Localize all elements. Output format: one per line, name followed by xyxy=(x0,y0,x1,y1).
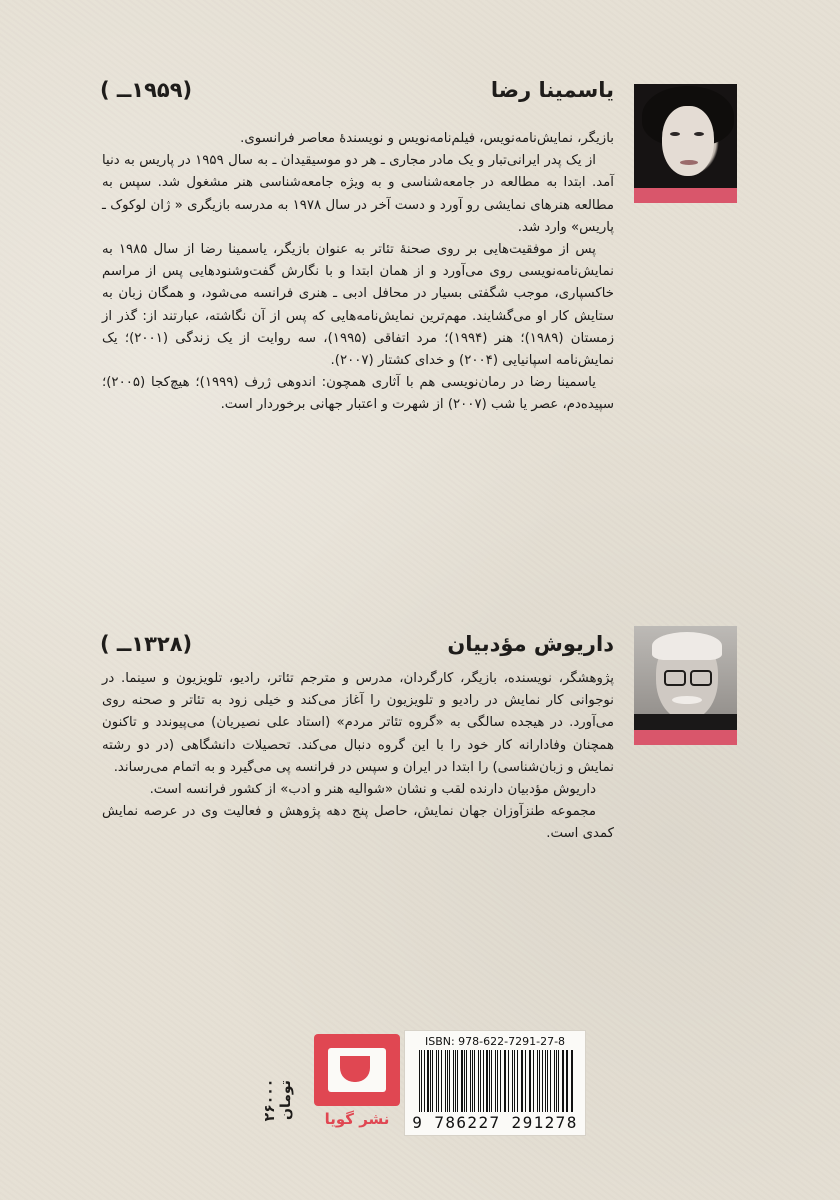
author-bio xyxy=(102,668,614,846)
isbn-text: ISBN: 978-622-7291-27-8 xyxy=(424,1035,566,1048)
author-photo-dariush-moaddabian xyxy=(634,626,737,745)
barcode-digits: 9 786227 291278 xyxy=(412,1113,578,1132)
isbn-barcode xyxy=(404,1030,586,1136)
author-photo-yasmina-reza xyxy=(634,84,737,203)
portrait-image xyxy=(634,84,737,188)
author-bio xyxy=(102,128,614,417)
bio-paragraph: بازیگر، نمایش‌نامه‌نویس، فیلم‌نامه‌نویس و نویسندۀ معاصر فرانسوی. xyxy=(240,131,614,146)
bio-paragraph: یاسمینا رضا در رمان‌نویسی هم با آثاری همچون: اندوهی ژرف (۱۹۹۹)؛ هیچ‌کجا (۲۰۰۵)؛ سپیده‌دم، عصر یا شب (۲۰۰۷) از شهرت و اعتبار جهانی برخوردار است. xyxy=(102,375,614,413)
publisher-logo xyxy=(314,1034,400,1138)
price-unit: تومان xyxy=(278,1080,294,1120)
publisher-name: نشر گویا xyxy=(324,1110,390,1128)
publisher-logo-icon xyxy=(314,1034,400,1106)
bio-paragraph: از یک پدر ایرانی‌تبار و یک مادر مجاری ـ هر دو موسیقیدان ـ به سال ۱۹۵۹ در پاریس به دنیا آمد. ابتدا به مطالعه در جامعه‌شناسی و به ویژه جامعه‌شناسی هنر مشغول شد. سپس به مطالعه هنرهای نمایشی رو آورد و دست آخر در سال ۱۹۷۸ به مدرسه بازیگری « ژان لوکوک ـ پاریس» وارد شد. xyxy=(102,153,615,235)
bio-paragraph: پس از موفقیت‌هایی بر روی صحنۀ تئاتر به عنوان بازیگر، یاسمینا رضا از سال ۱۹۸۵ به نمایش‌نامه‌نویسی روی می‌آورد و از همان ابتدا و با نگارش گفت‌وشنودهایی پس از مراسم خاکسپاری، موجب شگفتی بسیار در محافل ادبی ـ هنری فرانسه می‌شود، و همگان زبان به ستایش کار او می‌گشایند. مهم‌ترین نمایش‌نامه‌هایی که پس از آن نگاشته، عبارتند از: گذر از زمستان (۱۹۸۹)؛ هنر (۱۹۹۴)؛ مرد اتفاقی (۱۹۹۵)، سه روایت از یک زندگی (۲۰۰۱)؛ یک نمایش‌نامه اسپانیایی (۲۰۰۴) و خدای کشتار (۲۰۰۷). xyxy=(102,242,615,369)
author-years: (۱۹۵۹ــ ) xyxy=(100,78,193,102)
author-heading xyxy=(100,78,614,108)
author-name: داریوش مؤدبیان xyxy=(447,632,614,656)
author-years: (۱۳۲۸ــ ) xyxy=(100,632,193,656)
author-heading xyxy=(100,632,614,662)
bio-paragraph: مجموعه طنزآوزان جهان نمایش، حاصل پنج دهه پژوهش و فعالیت وی در عرصه نمایش کمدی است. xyxy=(102,804,614,842)
back-cover-footer xyxy=(256,1030,586,1140)
price-amount: ۲۶۰۰۰ xyxy=(262,1078,278,1122)
barcode-bars xyxy=(419,1050,575,1112)
bio-paragraph: داریوش مؤدبیان دارنده لقب و نشان «شوالیه هنر و ادب» از کشور فرانسه است. xyxy=(149,782,596,798)
bio-paragraph: پژوهشگر، نویسنده، بازیگر، کارگردان، مدرس و مترجم تئاتر، رادیو، تلویزیون و سینما. در نوجوانی کار نمایش در رادیو و تلویزیون را آغاز می‌کند و خیلی زود به تئاتر و صحنه روی می‌آورد. در هیجده سالگی به «گروه تئاتر مردم» (استاد علی نصیریان) می‌پیوندد و تاکنون همچنان وفادارانه کار خود را با این گروه دنبال می‌کند. تحصیلات دانشگاهی (در دو رشته نمایش و زبان‌شناسی) را ابتدا در ایران و سپس در فرانسه پی می‌گیرد و به اتمام می‌رساند. xyxy=(102,671,614,775)
accent-bar xyxy=(634,188,737,203)
portrait-image xyxy=(634,626,737,730)
author-name: یاسمینا رضا xyxy=(490,78,614,102)
accent-bar xyxy=(634,730,737,745)
price-label xyxy=(262,1060,308,1140)
